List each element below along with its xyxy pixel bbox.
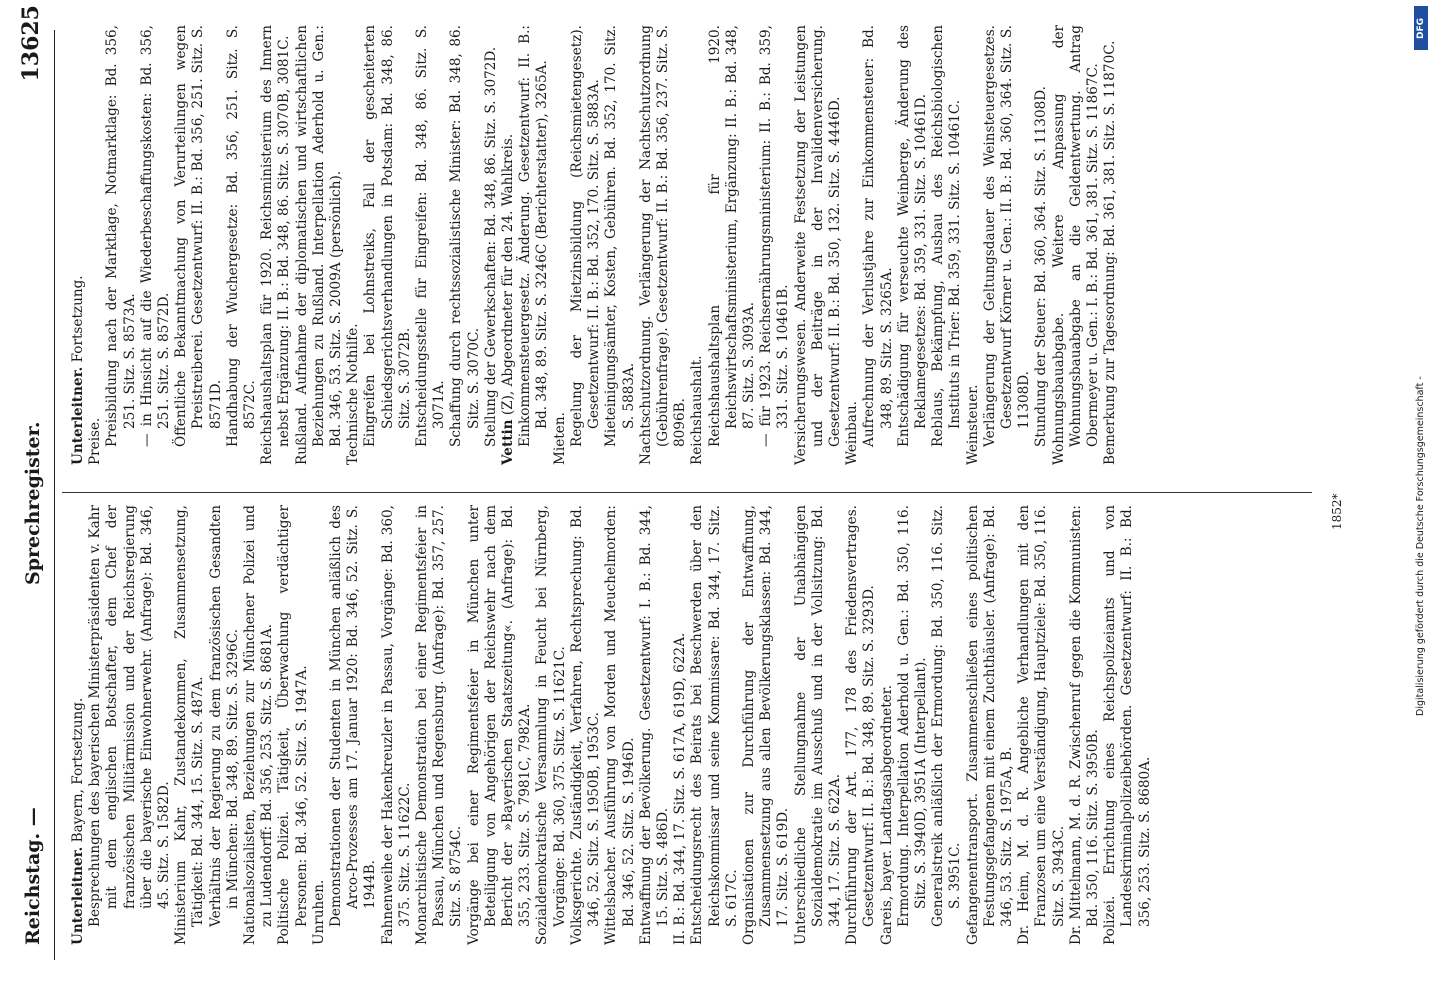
index-entry — [173, 25, 225, 465]
index-entry — [638, 25, 690, 465]
entry-text: Öffentliche Bekanntmachung von Verurteilungen wegen Preistreiberei. Gesetzentwurf: II. B.: Bd. 356, 251. Sitz. S. 8571D. — [173, 25, 224, 447]
index-entry — [362, 25, 414, 465]
index-entry — [70, 505, 87, 945]
entry-text: Preise. — [87, 417, 104, 465]
index-column-left — [70, 505, 1154, 945]
entry-text: Rußland. Aufnahme der diplomatischen und wirtschaftlichen Beziehungen zu Rußland. Interpellation Aderhold u. Gen.: Bd. 346, 53. Sitz. S. 2009A (persönlich). — [293, 25, 345, 465]
header-rule — [54, 30, 55, 960]
entry-text: Reichshaushaltsplan für 1920. Reichswirtschaftsministerium, Ergänzung: II. B.: Bd. 348, 87. Sitz. S. 3093A. — [706, 25, 757, 447]
entry-text: Verlängerung der Geltungsdauer des Weinsteuergesetzes. Gesetzentwurf Körner u. Gen.: II. B.: Bd. 360, 364. Sitz. S. 11308D. — [981, 25, 1033, 447]
column-divider — [62, 492, 1312, 493]
entry-text: Entscheidungsstelle für Eingreifen: Bd. 348, 86. Sitz. S. 3071A. — [414, 25, 448, 447]
index-entry — [689, 505, 741, 945]
funding-note: Digitalisierung gefördert durch die Deutsche Forschungsgemeinschaft - — [1415, 376, 1426, 716]
entry-text: Vorgänge bei einer Regimentsfeier in München unter Beteiligung von Angehörigen der Reichswehr nach dem Bericht der »Bayerischen Staatszeitung«. (Anfrage): Bd. 355, 233. Sitz. S. 7981C, 7982A. — [465, 505, 534, 945]
entry-text: Stundung der Steuer: Bd. 360, 364. Sitz. S. 11308D. — [1033, 86, 1050, 447]
entry-text: Gareis, bayer. Landtagsabgeordneter. — [878, 684, 895, 945]
entry-text: — für 1923. Reichsernährungsministerium: II. B.: Bd. 359, 331. Sitz. S. 10461B. — [758, 25, 792, 447]
header-left: Reichstag. — — [22, 807, 44, 945]
entry-text: Weinsteuer. — [964, 384, 981, 465]
index-entry — [139, 25, 173, 465]
entry-text: Schaffung durch rechtssozialistische Minister: Bd. 348, 86. Sitz. S. 3070C. — [448, 25, 482, 447]
index-entry — [328, 505, 380, 945]
index-entry — [603, 505, 637, 945]
entry-text: Bemerkung zur Tagesordnung: Bd. 361, 381. Sitz. S. 11870C. — [1102, 40, 1119, 465]
index-entry — [741, 505, 793, 945]
entry-heading: Vettin — [500, 419, 517, 465]
page-number: 13625 — [18, 5, 44, 82]
page-footer: 1852* — [1330, 493, 1344, 530]
entry-text: Weinbau. — [844, 401, 861, 465]
entry-text: Fahnenweihe der Hakenkreuzler in Passau, Vorgänge: Bd. 360, 375. Sitz. S. 11622C. — [379, 505, 413, 945]
entry-text: Regelung der Mietzinsbildung (Reichsmietengesetz). Gesetzentwurf: II. B.: Bd. 352, 170. Sitz. S. 5883A. — [568, 25, 603, 447]
entry-text: Mieteinigungsämter, Kosten, Gebühren. Bd. 352, 170. Sitz. S. 5883A. — [603, 25, 637, 447]
entry-text: (Z), Abgeordneter für den 24. Wahlkreis. — [500, 133, 517, 420]
index-entry — [672, 505, 689, 945]
entry-text: Reblaus, Bekämpfung, Ausbau des Reichsbiologischen Instituts in Trier: Bd. 359, 331. Sitz. S. 10461C. — [930, 25, 964, 447]
entry-text: Wittelsbacher. Ausführung von Morden und Meuchelmorden: Bd. 346, 52. Sitz. S. 1946D. — [603, 505, 637, 945]
entry-text: Organisationen zur Durchführung der Entwaffnung, Zusammensetzung aus allen Bevölkerungsklassen: Bd. 344, 17. Sitz. S. 619D. — [740, 505, 792, 945]
index-entry — [1051, 25, 1103, 465]
index-entry — [569, 505, 603, 945]
entry-heading: Unterleitner. — [70, 366, 86, 465]
index-entry — [87, 25, 104, 465]
index-entry — [345, 25, 362, 465]
index-entry — [844, 25, 861, 465]
entry-text: Fortsetzung. — [70, 275, 86, 367]
entry-text: Entwaffnung der Bevölkerung. Gesetzentwurf: I. B.: Bd. 344, 15. Sitz. S. 486D. — [637, 505, 671, 945]
entry-text: Unterschiedliche Stellungnahme der Unabhängigen Sozialdemokratie im Ausschuß und in der Vollsitzung: Bd. 344, 17. Sitz. S. 622A. — [792, 505, 843, 945]
entry-text: Mieten. — [551, 412, 568, 465]
index-entry — [982, 25, 1034, 465]
entry-text: Versicherungswesen. Anderweite Festsetzung der Leistungen und der Beiträge in der Invalidenversicherung. Gesetzentwurf: II. B.: Bd. 350, 132. Sitz. S. 4446D. — [792, 25, 843, 465]
index-entry — [173, 505, 207, 945]
entry-text: Monarchistische Demonstration bei einer Regimentsfeier in Passau, München und Regensburg. (Anfrage): Bd. 357, 257. Sitz. S. 8754C. — [414, 505, 465, 945]
index-entry — [1068, 505, 1102, 945]
index-entry — [707, 25, 759, 465]
entry-text: Entscheidungsrecht des Beirats bei Beschwerden über den Reichskommissar und seine Kommissare: Bd. 344, 17. Sitz. S. 617C. — [689, 505, 740, 945]
entry-text: Bayern, Fortsetzung. — [70, 697, 86, 847]
index-entry — [104, 25, 138, 465]
index-entry — [930, 505, 964, 945]
entry-text: Aufrechnung der Verlustjahre zur Einkommensteuer: Bd. 348, 89. Sitz. S. 3265A. — [861, 25, 895, 447]
index-entry — [1102, 505, 1154, 945]
index-entry — [1033, 25, 1050, 465]
index-entry — [208, 505, 242, 945]
entry-text: Besprechungen des bayerischen Ministerpräsidenten v. Kahr mit dem englischen Botschafter, dem Chef der französischen Militärmission und der Reichsregierung über die bayerische Einwohnerwehr. (Anfrage): Bd. 346, 45. Sitz. S. 1582D. — [87, 505, 173, 927]
index-entry — [896, 25, 930, 465]
index-entry — [414, 505, 466, 945]
index-entry — [1102, 25, 1119, 465]
dfg-sidebar — [1414, 6, 1428, 996]
index-entry — [414, 25, 448, 465]
entry-text: Dr. Mittelmann, M. d. R. Zwischenruf gegen die Kommunisten: Bd. 350, 116. Sitz. S. 3950B. — [1067, 505, 1101, 945]
index-entry — [500, 25, 517, 465]
index-entry — [552, 25, 569, 465]
index-entry — [638, 505, 672, 945]
index-entry — [294, 25, 346, 465]
index-entry — [793, 505, 845, 945]
index-entry — [793, 25, 845, 465]
entry-text: Technische Nothilfe. — [345, 323, 362, 465]
entry-text: Preisbildung nach der Marktlage, Notmarktlage: Bd. 356, 251. Sitz. S. 8573A. — [104, 25, 138, 447]
header-title: Sprechregister. — [22, 421, 44, 585]
entry-text: Sozialdemokratische Versammlung in Feucht bei Nürnberg, Vorgänge: Bd. 360, 375. Sitz. S. 11621C. — [534, 505, 568, 945]
entry-text: Polizei. Errichtung eines Reichspolizeiamts und von Landeskriminalpolizeibehörden. Gesetzentwurf: II. B.: Bd. 356, 253. Sitz. S. 8680A. — [1102, 505, 1153, 945]
index-entry — [517, 25, 551, 465]
index-entry — [965, 25, 982, 465]
index-entry — [70, 25, 87, 465]
index-entry — [483, 25, 500, 465]
entry-text: Volksgerichte. Zuständigkeit, Verfahren, Rechtsprechung: Bd. 346, 52. Sitz. S. 1950B, 1953C. — [568, 505, 603, 945]
entry-text: Wohnungsbauabgabe. Weitere Anpassung der Wohnungsbauabgabe an die Geldentwertung. Antrag Obermeyer u. Gen.: I. B.: Bd. 361, 381. Sitz. S. 11867C. — [1050, 25, 1101, 465]
entry-text: Stellung der Gewerkschaften: Bd. 348, 86. Sitz. S. 3072D. — [482, 46, 499, 447]
index-entry — [534, 505, 568, 945]
page-header — [14, 5, 54, 945]
entry-text: Reichshaushaltsplan für 1920. Reichsministerium des Innern nebst Ergänzung: II. B.: Bd. 348, 86. Sitz. S. 3070B, 3081C. — [259, 25, 293, 465]
entry-text: Durchführung der Art. 177, 178 des Friedensvertrages. Gesetzentwurf: II. B.: Bd. 348, 89. Sitz. S. 3293D. — [844, 505, 878, 945]
entry-text: Ministerium Kahr, Zustandekommen, Zusammensetzung, Tätigkeit: Bd. 344, 15. Sitz. S. 487A. — [173, 505, 207, 945]
index-entry — [879, 505, 896, 945]
entry-text: Dr. Heim, M. d. R. Angebliche Verhandlungen mit den Franzosen um eine Verständigung, Hauptziele: Bd. 350, 116. Sitz. S. 3943C. — [1016, 505, 1067, 945]
index-entry — [311, 505, 328, 945]
entry-text: Politische Polizei. Tätigkeit, Überwachung verdächtiger Personen: Bd. 346, 52. Sitz. S. 1947A. — [276, 505, 310, 945]
entry-text: Generalstreik anläßlich der Ermordung: Bd. 350, 116. Sitz. S. 3951C. — [930, 505, 964, 927]
index-entry — [603, 25, 637, 465]
index-entry — [259, 25, 293, 465]
entry-text: Ermordung. Interpellation Aderhold u. Gen.: Bd. 350, 116. Sitz. S. 3940D, 3951A (Interpellant). — [895, 505, 929, 927]
index-entry — [242, 505, 276, 945]
entry-text: Entschädigung für verseuchte Weinberge, Änderung des Reklamegesetzes: Bd. 359, 331. Sitz. S. 10461D. — [895, 25, 929, 447]
entry-text: Nationalsozialisten, Beziehungen zur Münchener Polizei und zu Ludendorff: Bd. 356, 253. Sitz. S. 8681A. — [242, 505, 276, 945]
entry-text: Verhältnis der Regierung zu dem französischen Gesandten in München: Bd. 348, 89. Sitz. S. 3296C. — [207, 505, 241, 927]
entry-text: Unruhen. — [310, 879, 327, 945]
entry-text: Einkommensteuergesetz. Änderung. Gesetzentwurf: II. B.: Bd. 348, 89. Sitz. S. 3246C (Berichterstatter), 3265A. — [517, 25, 551, 447]
index-entry — [1016, 505, 1068, 945]
dfg-logo-icon: DFG — [1414, 6, 1428, 50]
entry-text: Nachtschutzordnung. Verlängerung der Nachtschutzordnung (Gebührenfrage). Gesetzentwurf: II. B.: Bd. 356, 237. Sitz. S. 8096B. — [637, 25, 689, 465]
index-entry — [930, 25, 964, 465]
index-entry — [225, 25, 259, 465]
index-column-right — [70, 25, 1119, 465]
entry-text: II. B.: Bd. 344, 17. Sitz. S. 617A, 619D, 622A. — [672, 632, 689, 945]
index-entry — [466, 505, 535, 945]
entry-text: — in Hinsicht auf die Wiederbeschaffungskosten: Bd. 356, 251. Sitz. S. 8572D. — [138, 25, 173, 447]
entry-text: Gefangenentransport. Zusammenschließen eines politischen Festungsgefangenen mit einem Zuchthäusler. (Anfrage): Bd. 346, 53. Sitz. S. 1975A, B. — [964, 505, 1015, 945]
entry-text: Handhabung der Wuchergesetze: Bd. 356, 251. Sitz. S. 8572C. — [224, 25, 259, 447]
index-entry — [448, 25, 482, 465]
entry-heading: Unterleitner. — [70, 846, 86, 945]
index-entry — [569, 25, 603, 465]
index-entry — [965, 505, 1017, 945]
index-entry — [380, 505, 414, 945]
entry-text: Demonstrationen der Studenten in München anläßlich des Arco-Prozesses am 17. Januar 1920: Bd. 346, 52. Sitz. S. 1944B. — [328, 505, 379, 927]
index-entry — [276, 505, 310, 945]
index-entry — [758, 25, 792, 465]
entry-text: Eingreifen bei Lohnstreiks, Fall der gescheiterten Schiedsgerichtsverhandlungen in Potsdam: Bd. 348, 86. Sitz. S. 3072B. — [362, 25, 413, 447]
index-entry — [844, 505, 878, 945]
index-entry — [689, 25, 706, 465]
entry-text: Reichshaushalt. — [689, 355, 706, 465]
index-entry — [896, 505, 930, 945]
index-entry — [861, 25, 895, 465]
index-entry — [87, 505, 173, 945]
